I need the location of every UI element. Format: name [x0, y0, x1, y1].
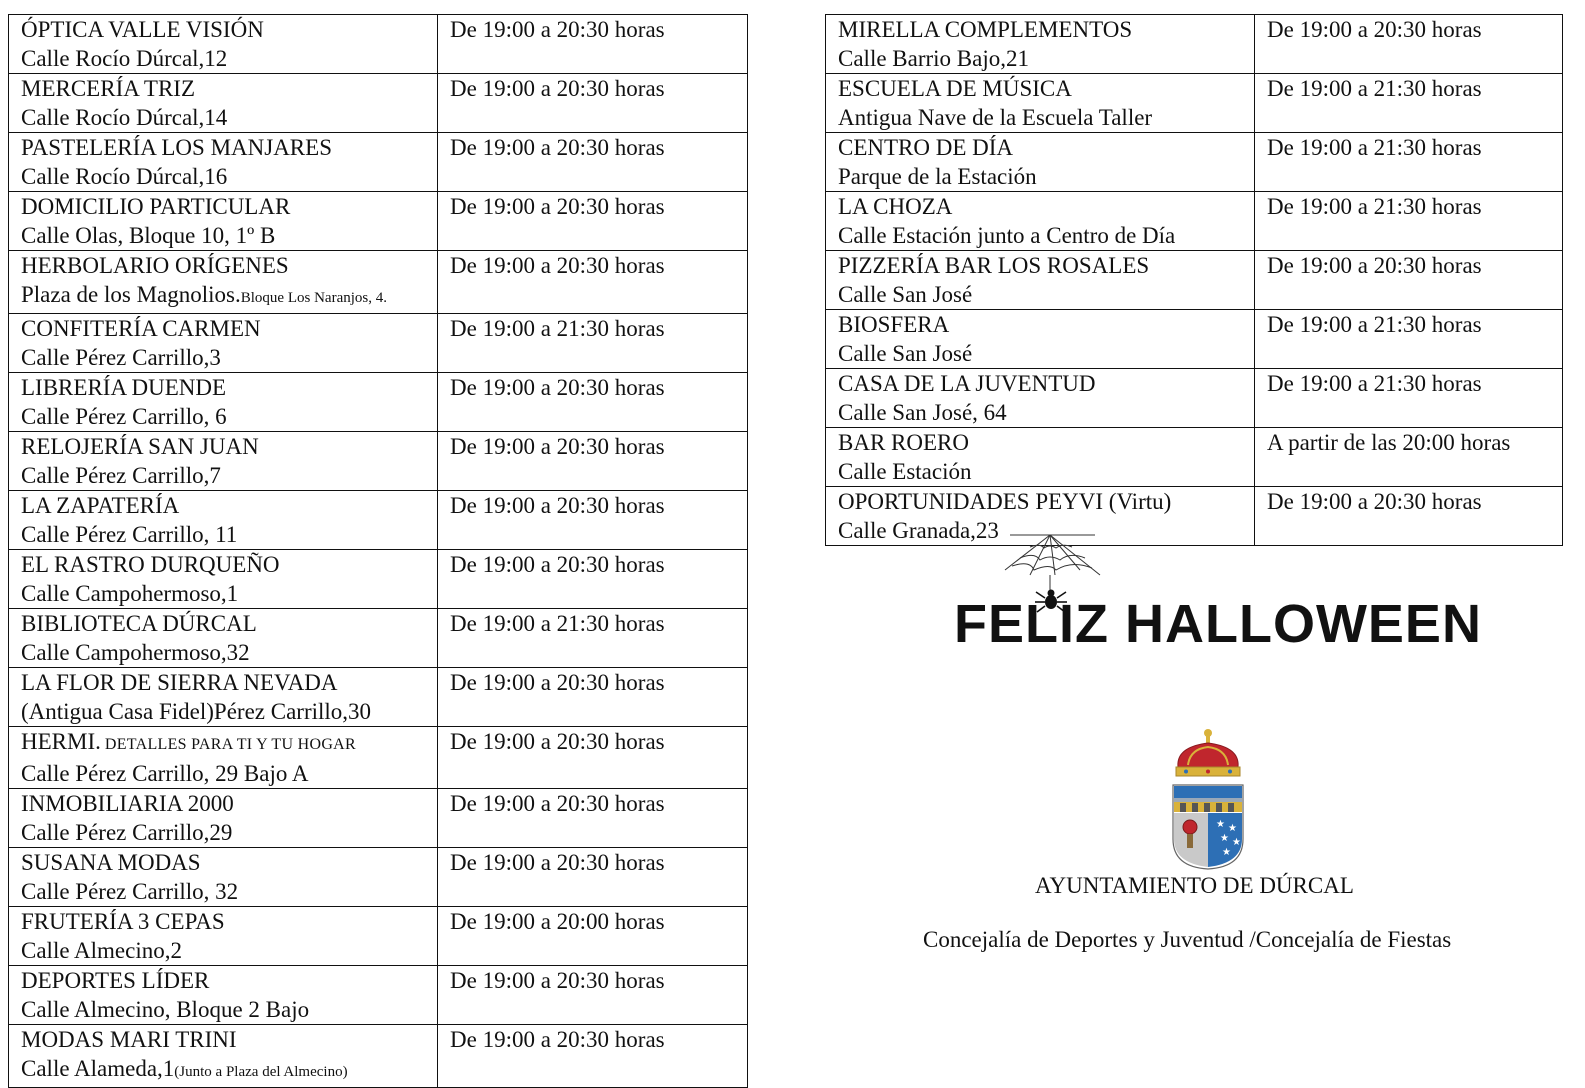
opening-hours: De 19:00 a 20:30 horas	[450, 670, 665, 695]
venue-cell	[826, 74, 1255, 133]
venue-name: MERCERÍA TRIZ	[21, 76, 196, 101]
venue-address: Calle Pérez Carrillo, 32	[21, 879, 239, 904]
hours-cell	[1255, 133, 1563, 192]
venue-cell	[826, 428, 1255, 487]
departments-line: Concejalía de Deportes y Juventud /Concejalía de Fiestas	[923, 927, 1452, 952]
table-row	[9, 550, 748, 609]
venue-name: HERBOLARIO ORÍGENES	[21, 253, 289, 278]
opening-hours: De 19:00 a 20:30 horas	[450, 791, 665, 816]
venue-address: Calle Almecino,2	[21, 938, 182, 963]
opening-hours: De 19:00 a 20:30 horas	[450, 375, 665, 400]
venue-name: LA FLOR DE SIERRA NEVADA	[21, 670, 338, 695]
venue-address: Calle Almecino, Bloque 2 Bajo	[21, 997, 310, 1022]
venue-name-line	[21, 668, 425, 697]
hours-cell	[1255, 369, 1563, 428]
opening-hours: De 19:00 a 20:30 horas	[1267, 17, 1482, 42]
venue-name: CENTRO DE DÍA	[838, 135, 1014, 160]
hours-cell	[438, 907, 748, 966]
coat-of-arms-icon	[1168, 727, 1248, 873]
venue-name-line	[838, 487, 1242, 516]
venue-name-line	[21, 609, 425, 638]
table-row	[9, 789, 748, 848]
opening-hours: De 19:00 a 20:30 horas	[1267, 489, 1482, 514]
table-row	[826, 369, 1563, 428]
venue-name-line	[21, 789, 425, 818]
venue-name: RELOJERÍA SAN JUAN	[21, 434, 259, 459]
hours-cell	[1255, 192, 1563, 251]
venue-address: Plaza de los Magnolios.	[21, 282, 241, 307]
venue-cell	[9, 609, 438, 668]
venue-cell	[826, 251, 1255, 310]
venue-address: Calle Campohermoso,32	[21, 640, 250, 665]
venue-name-line	[21, 491, 425, 520]
venue-cell	[826, 133, 1255, 192]
venue-name-line	[838, 192, 1242, 221]
venue-name-line	[21, 133, 425, 162]
venue-name: SUSANA MODAS	[21, 850, 201, 875]
venue-name-line	[21, 192, 425, 221]
table-row	[9, 727, 748, 789]
venue-address-line	[21, 461, 425, 490]
venue-name-line	[21, 550, 425, 579]
hours-cell	[438, 432, 748, 491]
venue-address-line	[838, 44, 1242, 73]
right-schedule-table	[825, 14, 1563, 546]
venue-name: FRUTERÍA 3 CEPAS	[21, 909, 225, 934]
venue-address: Calle Rocío Dúrcal,16	[21, 164, 228, 189]
venue-address-line	[838, 280, 1242, 309]
venue-address-note: (Junto a Plaza del Almecino)	[174, 1064, 348, 1080]
hours-cell	[1255, 74, 1563, 133]
opening-hours: De 19:00 a 21:30 horas	[1267, 135, 1482, 160]
table-row	[826, 74, 1563, 133]
hours-cell	[438, 1025, 748, 1088]
venue-address: Calle Campohermoso,1	[21, 581, 239, 606]
opening-hours: A partir de las 20:00 horas	[1267, 430, 1511, 455]
hours-cell	[438, 550, 748, 609]
venue-cell	[826, 15, 1255, 74]
venue-cell	[9, 251, 438, 314]
table-row	[9, 609, 748, 668]
venue-address-line	[21, 162, 425, 191]
venue-name: ESCUELA DE MÚSICA	[838, 76, 1072, 101]
venue-cell	[9, 907, 438, 966]
venue-name: EL RASTRO DURQUEÑO	[21, 552, 280, 577]
venue-name: LA ZAPATERÍA	[21, 493, 180, 518]
venue-name: CASA DE LA JUVENTUD	[838, 371, 1096, 396]
table-row	[9, 432, 748, 491]
venue-name: HERMI.	[21, 729, 101, 754]
opening-hours: De 19:00 a 20:30 horas	[450, 135, 665, 160]
venue-name: INMOBILIARIA 2000	[21, 791, 234, 816]
venue-name-line	[21, 74, 425, 103]
venue-name-line	[21, 373, 425, 402]
venue-address: Antigua Nave de la Escuela Taller	[838, 105, 1153, 130]
opening-hours: De 19:00 a 21:30 horas	[1267, 312, 1482, 337]
hours-cell	[438, 668, 748, 727]
svg-text:★: ★	[1228, 823, 1237, 834]
opening-hours: De 19:00 a 21:30 horas	[450, 316, 665, 341]
venue-address: Calle Pérez Carrillo, 6	[21, 404, 227, 429]
hours-cell	[1255, 487, 1563, 546]
venue-name-line	[21, 848, 425, 877]
venue-address: Calle Rocío Dúrcal,12	[21, 46, 228, 71]
venue-address-line	[21, 579, 425, 608]
hours-cell	[438, 15, 748, 74]
venue-cell	[826, 310, 1255, 369]
svg-text:★: ★	[1220, 833, 1229, 844]
table-row	[826, 192, 1563, 251]
organization-name: AYUNTAMIENTO DE DÚRCAL	[1035, 873, 1354, 898]
opening-hours: De 19:00 a 20:30 horas	[450, 552, 665, 577]
venue-address: Calle Barrio Bajo,21	[838, 46, 1029, 71]
venue-name-line	[21, 15, 425, 44]
table-row	[9, 907, 748, 966]
venue-name: PIZZERÍA BAR LOS ROSALES	[838, 253, 1150, 278]
svg-text:★: ★	[1222, 847, 1231, 858]
venue-address-line	[21, 280, 425, 313]
table-row	[826, 428, 1563, 487]
venue-address: (Antigua Casa Fidel)Pérez Carrillo,30	[21, 699, 372, 724]
hours-cell	[438, 251, 748, 314]
opening-hours: De 19:00 a 20:30 horas	[450, 729, 665, 754]
hours-cell	[438, 74, 748, 133]
opening-hours: De 19:00 a 21:30 horas	[450, 611, 665, 636]
venue-cell	[9, 15, 438, 74]
hours-cell	[438, 491, 748, 550]
venue-cell	[9, 848, 438, 907]
table-row	[9, 192, 748, 251]
table-row	[9, 133, 748, 192]
table-row	[9, 1025, 748, 1088]
venue-name: MODAS MARI TRINI	[21, 1027, 237, 1052]
svg-text:★: ★	[1216, 819, 1225, 830]
venue-name-line	[21, 907, 425, 936]
venue-address: Calle Pérez Carrillo, 11	[21, 522, 238, 547]
table-row	[9, 668, 748, 727]
venue-name-line	[21, 314, 425, 343]
venue-address: Calle San José, 64	[838, 400, 1007, 425]
venue-name-line	[838, 15, 1242, 44]
venue-address: Calle Pérez Carrillo,7	[21, 463, 221, 488]
venue-cell	[9, 727, 438, 789]
opening-hours: De 19:00 a 20:00 horas	[450, 909, 665, 934]
venue-address-line	[21, 221, 425, 250]
venue-cell	[826, 192, 1255, 251]
venue-name: OPORTUNIDADES PEYVI (Virtu)	[838, 489, 1172, 514]
venue-address-line	[21, 877, 425, 906]
venue-cell	[9, 432, 438, 491]
venue-address-line	[838, 221, 1242, 250]
table-row	[9, 966, 748, 1025]
venue-name-note: DETALLES PARA TI Y TU HOGAR	[104, 736, 357, 753]
opening-hours: De 19:00 a 20:30 horas	[450, 434, 665, 459]
feliz-halloween-title: FELIZ HALLOWEEN	[954, 594, 1482, 654]
table-row	[9, 373, 748, 432]
venue-name: BIOSFERA	[838, 312, 950, 337]
svg-text:★: ★	[1232, 837, 1241, 848]
venue-cell	[9, 491, 438, 550]
hours-cell	[1255, 15, 1563, 74]
venue-name-line	[838, 428, 1242, 457]
venue-cell	[826, 369, 1255, 428]
venue-address: Calle Pérez Carrillo, 29 Bajo A	[21, 761, 309, 786]
venue-name-line	[838, 133, 1242, 162]
opening-hours: De 19:00 a 20:30 horas	[450, 253, 665, 278]
venue-address-line	[838, 457, 1242, 486]
venue-name: DEPORTES LÍDER	[21, 968, 210, 993]
venue-address: Calle San José	[838, 341, 973, 366]
hours-cell	[438, 789, 748, 848]
venue-address-line	[21, 818, 425, 847]
hours-cell	[438, 133, 748, 192]
venue-address-line	[21, 520, 425, 549]
opening-hours: De 19:00 a 20:30 horas	[450, 1027, 665, 1052]
opening-hours: De 19:00 a 20:30 horas	[450, 76, 665, 101]
venue-cell	[9, 668, 438, 727]
venue-name: ÓPTICA VALLE VISIÓN	[21, 17, 264, 42]
hours-cell	[438, 609, 748, 668]
right-schedule-body	[826, 15, 1563, 546]
venue-address-line	[21, 697, 425, 726]
venue-address-line	[21, 103, 425, 132]
venue-address-line	[21, 343, 425, 372]
venue-address: Calle Estación junto a Centro de Día	[838, 223, 1176, 248]
opening-hours: De 19:00 a 20:30 horas	[450, 194, 665, 219]
venue-name-line	[21, 1025, 425, 1054]
venue-address-line	[838, 398, 1242, 427]
table-row	[9, 251, 748, 314]
venue-name: PASTELERÍA LOS MANJARES	[21, 135, 332, 160]
venue-address-line	[838, 339, 1242, 368]
venue-address-line	[21, 638, 425, 667]
venue-name: MIRELLA COMPLEMENTOS	[838, 17, 1133, 42]
opening-hours: De 19:00 a 21:30 horas	[1267, 194, 1482, 219]
hours-cell	[438, 373, 748, 432]
venue-address-line	[21, 759, 425, 788]
opening-hours: De 19:00 a 20:30 horas	[1267, 253, 1482, 278]
venue-address: Calle Rocío Dúrcal,14	[21, 105, 228, 130]
venue-name-line	[838, 74, 1242, 103]
venue-address-note: Bloque Los Naranjos, 4.	[240, 290, 387, 306]
opening-hours: De 19:00 a 20:30 horas	[450, 17, 665, 42]
table-row	[9, 491, 748, 550]
venue-name: CONFITERÍA CARMEN	[21, 316, 261, 341]
hours-cell	[438, 848, 748, 907]
venue-address: Calle Pérez Carrillo,29	[21, 820, 233, 845]
hours-cell	[1255, 428, 1563, 487]
venue-address-line	[838, 103, 1242, 132]
venue-name-line	[21, 966, 425, 995]
venue-address-line	[21, 1054, 425, 1087]
table-row	[826, 310, 1563, 369]
venue-address: Calle San José	[838, 282, 973, 307]
venue-name: LIBRERÍA DUENDE	[21, 375, 227, 400]
venue-name-line	[21, 251, 425, 280]
venue-cell	[9, 74, 438, 133]
hours-cell	[438, 314, 748, 373]
hours-cell	[438, 966, 748, 1025]
venue-address-line	[21, 936, 425, 965]
venue-cell	[9, 192, 438, 251]
venue-cell	[9, 373, 438, 432]
table-row	[826, 15, 1563, 74]
venue-name: LA CHOZA	[838, 194, 953, 219]
venue-name: BAR ROERO	[838, 430, 969, 455]
venue-address: Calle Pérez Carrillo,3	[21, 345, 221, 370]
venue-name-line	[21, 432, 425, 461]
hours-cell	[438, 192, 748, 251]
venue-name-line	[838, 251, 1242, 280]
venue-cell	[9, 966, 438, 1025]
venue-address-line	[21, 44, 425, 73]
hours-cell	[1255, 310, 1563, 369]
venue-address: Parque de la Estación	[838, 164, 1037, 189]
venue-cell	[9, 789, 438, 848]
venue-address-line	[21, 402, 425, 431]
opening-hours: De 19:00 a 21:30 horas	[1267, 76, 1482, 101]
venue-address: Calle Estación	[838, 459, 972, 484]
table-row	[826, 487, 1563, 546]
venue-name-line	[838, 369, 1242, 398]
hours-cell	[438, 727, 748, 789]
venue-name-line	[21, 727, 425, 759]
venue-address: Calle Olas, Bloque 10, 1º B	[21, 223, 276, 248]
table-row	[9, 15, 748, 74]
table-row	[9, 74, 748, 133]
venue-cell	[9, 550, 438, 609]
table-row	[9, 848, 748, 907]
venue-address-line	[838, 162, 1242, 191]
table-row	[826, 133, 1563, 192]
opening-hours: De 19:00 a 20:30 horas	[450, 968, 665, 993]
venue-cell	[9, 133, 438, 192]
opening-hours: De 19:00 a 20:30 horas	[450, 493, 665, 518]
table-row	[9, 314, 748, 373]
venue-address-line	[21, 995, 425, 1024]
venue-name-line	[838, 310, 1242, 339]
table-row	[826, 251, 1563, 310]
venue-name: DOMICILIO PARTICULAR	[21, 194, 291, 219]
venue-cell	[9, 314, 438, 373]
left-schedule-table	[8, 14, 748, 1088]
left-schedule-body	[9, 15, 748, 1088]
venue-cell	[9, 1025, 438, 1088]
venue-name: BIBLIOTECA DÚRCAL	[21, 611, 257, 636]
opening-hours: De 19:00 a 20:30 horas	[450, 850, 665, 875]
venue-address: Calle Granada,23	[838, 518, 999, 543]
venue-address: Calle Alameda,1	[21, 1056, 175, 1081]
opening-hours: De 19:00 a 21:30 horas	[1267, 371, 1482, 396]
hours-cell	[1255, 251, 1563, 310]
